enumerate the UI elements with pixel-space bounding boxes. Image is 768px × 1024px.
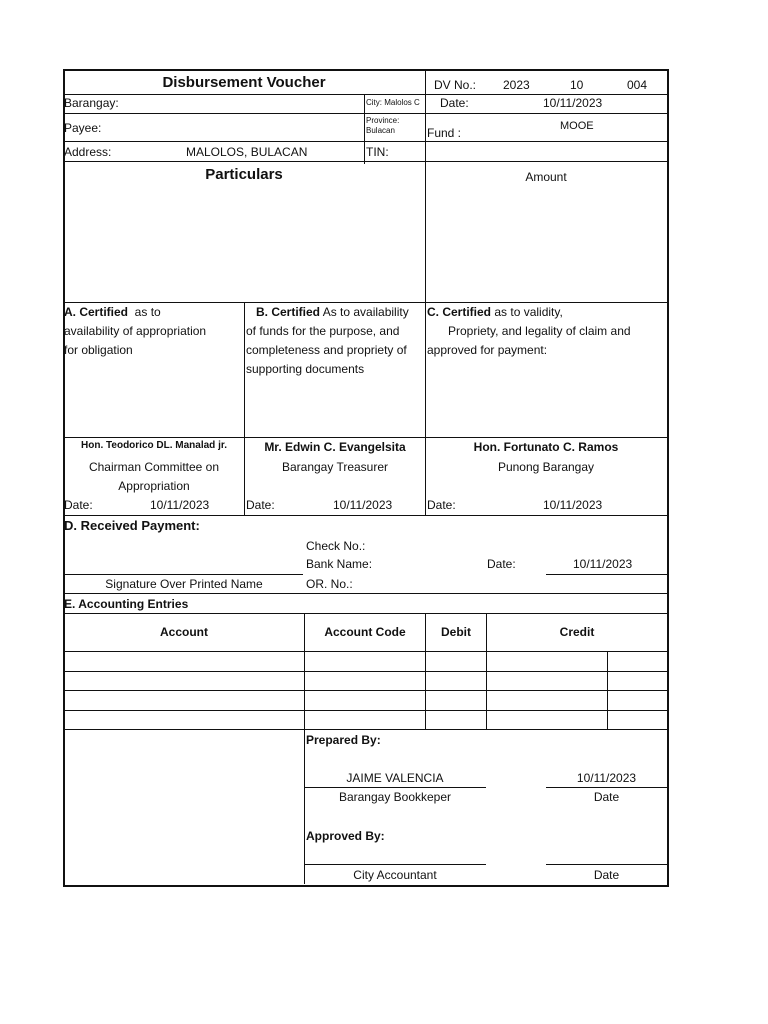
signature-line [63,574,303,575]
table-row [63,710,667,711]
preparer-name: JAIME VALENCIA [346,771,444,785]
cert-a-date-label: Date: [64,498,93,512]
cert-b-date-value: 10/11/2023 [333,498,393,512]
cert-c-line-1: C. Certified as to validity, [427,305,563,319]
barangay-label: Barangay: [64,96,119,110]
dv-month: 10 [570,78,584,92]
province-value: Bulacan [366,126,395,135]
preparer-position: Barangay Bookkeper [338,790,452,804]
voucher-title: Disbursement Voucher [162,74,326,91]
cert-c-date-value: 10/11/2023 [543,498,603,512]
cert-b-line-1: B. Certified As to availability [256,305,409,319]
preparer-date: 10/11/2023 [576,771,637,785]
cert-b-line-3: completeness and propriety of [246,343,407,357]
cert-c-position: Punong Barangay [497,460,595,474]
rule [304,729,305,884]
approver-date-line [546,864,667,865]
prepared-by-label: Prepared By: [306,733,381,747]
rule [425,69,426,164]
table-row [63,690,667,691]
rule [63,141,667,142]
province-label: Province: [366,116,400,125]
received-date-line [546,574,667,575]
fund-value: MOOE [560,120,594,132]
rule [63,613,667,614]
particulars-heading: Particulars [205,166,283,183]
voucher-outer-border [63,69,669,887]
cert-c-signer: Hon. Fortunato C. Ramos [473,440,619,454]
table-row [63,729,667,730]
approved-by-label: Approved By: [306,829,385,843]
rule [63,161,667,162]
rule [63,113,667,114]
received-date-value: 10/11/2023 [573,557,633,571]
cert-a-line-1: A. Certified as to [64,305,161,319]
cert-c-line-3: approved for payment: [427,343,548,357]
date-label: Date: [440,96,469,110]
preparer-signature-line [305,787,486,788]
rule [63,593,667,594]
bank-name-label: Bank Name: [306,557,373,571]
approver-date-caption: Date [593,868,620,882]
preparer-date-line [546,787,667,788]
cert-c-date-label: Date: [427,498,456,512]
accounting-entries-heading: E. Accounting Entries [64,597,189,611]
or-number-label: OR. No.: [306,577,353,591]
signature-caption: Signature Over Printed Name [105,577,263,591]
address-label: Address: [64,145,112,159]
amount-heading: Amount [525,170,567,184]
approver-position: City Accountant [353,868,437,882]
city-label: City: Malolos C [366,99,420,107]
cert-a-signer: Hon. Teodorico DL. Manalad jr. [81,440,227,451]
dv-number-label: DV No.: [434,78,477,92]
cert-a-line-3: for obligation [64,343,133,357]
col-debit: Debit [441,625,471,639]
table-row [63,651,667,652]
cert-a-line-2: availability of appropriation [64,324,207,338]
date-value: 10/11/2023 [543,96,603,110]
check-number-label: Check No.: [306,539,366,553]
cert-b-position: Barangay Treasurer [281,460,389,474]
table-row [63,671,667,672]
rule [364,94,365,164]
cert-a-date-value: 10/11/2023 [150,498,210,512]
tin-label: TIN: [366,145,389,159]
cert-b-line-4: supporting documents [246,362,365,376]
fund-label: Fund : [427,126,462,140]
cert-b-line-2: of funds for the purpose, and [246,324,400,338]
col-account: Account [160,625,208,639]
cert-c-line-2: Propriety, and legality of claim and [448,324,631,338]
rule [63,94,667,95]
received-payment-heading: D. Received Payment: [64,518,200,533]
dv-year: 2023 [503,78,530,92]
col-credit: Credit [559,625,595,639]
rule [244,302,245,516]
cert-b-date-label: Date: [246,498,275,512]
address-value: MALOLOS, BULACAN [186,145,308,159]
approver-signature-line [305,864,486,865]
preparer-date-caption: Date [593,790,620,804]
dv-sequence: 004 [627,78,648,92]
col-account-code: Account Code [324,625,406,639]
cert-a-position-2: Appropriation [118,479,190,493]
rule [63,515,667,516]
cert-b-signer: Mr. Edwin C. Evangelsita [264,440,406,454]
received-date-label: Date: [487,557,516,571]
cert-a-position-1: Chairman Committee on [88,460,220,474]
payee-label: Payee: [64,121,102,135]
rule [63,437,667,438]
rule [63,302,667,303]
